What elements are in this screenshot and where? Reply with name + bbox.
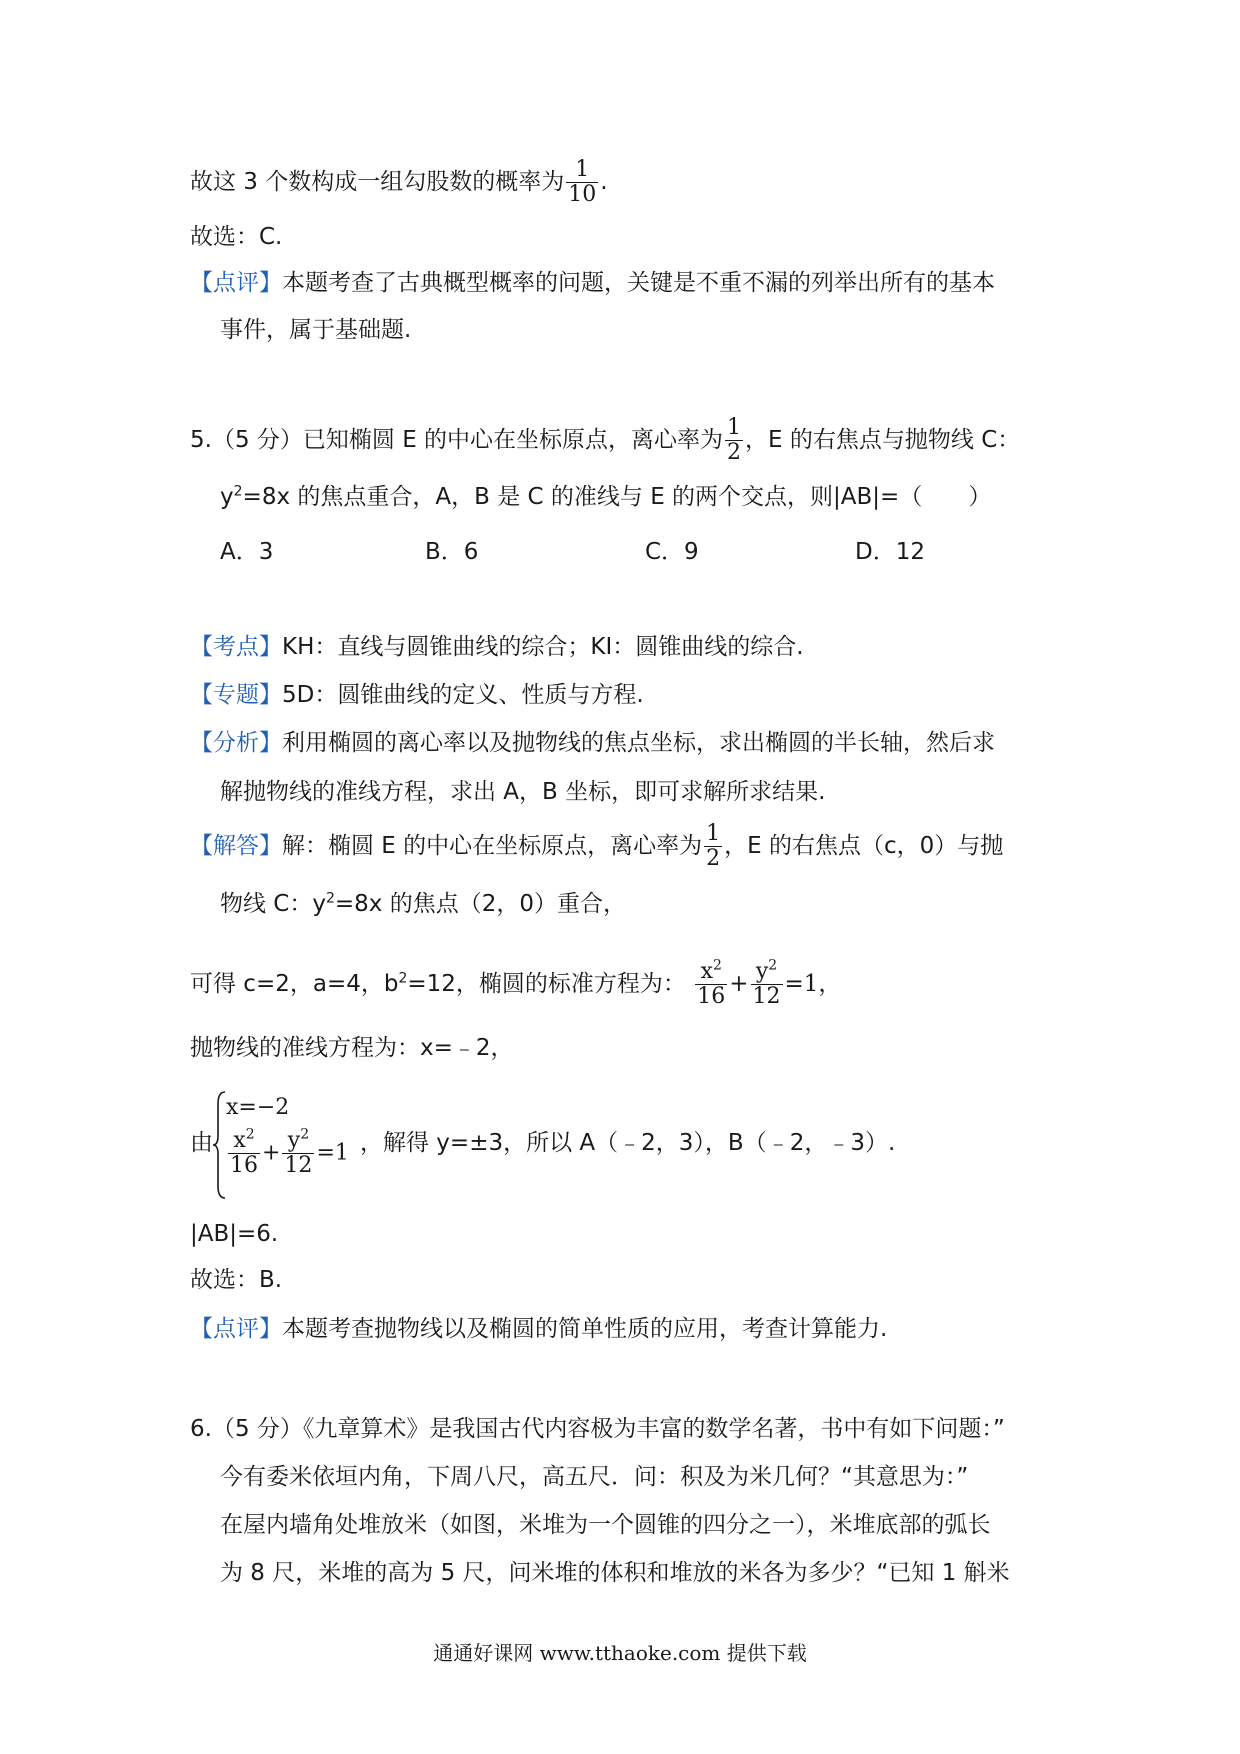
fraction-x: $\frac{x^2}{16}$ xyxy=(697,957,726,1009)
option-a: A．3 xyxy=(220,539,274,565)
fraction: $\frac{1}{2}$ xyxy=(706,821,721,871)
zhuanti: 【专题】5D：圆锥曲线的定义、性质与方程. xyxy=(190,682,644,708)
brace-icon xyxy=(213,1090,227,1200)
fenxi: 【分析】利用椭圆的离心率以及抛物线的焦点坐标，求出椭圆的半长轴，然后求 xyxy=(190,730,995,756)
probability-conclusion: 故这 3 个数构成一组勾股数的概率为 $\frac{1}{10}$ . xyxy=(190,157,608,207)
ab-length: |AB|=6. xyxy=(190,1221,279,1247)
question-6-line-3: 在屋内墙角处堆放米（如图，米堆为一个圆锥的四分之一），米堆底部的弧长 xyxy=(220,1512,991,1538)
option-b: B．6 xyxy=(425,539,479,565)
fraction: $\frac{1}{10}$ xyxy=(568,157,597,207)
system-solution: ，解得 y=±3，所以 A（﹣2，3），B（﹣2，﹣3）. xyxy=(360,1130,896,1156)
kaodian: 【考点】KH：直线与圆锥曲线的综合；KI：圆锥曲线的综合. xyxy=(190,634,804,660)
question-6-line-2: 今有委米依垣内角，下周八尺，高五尺．问：积及为米几何？“其意思为：” xyxy=(220,1464,969,1490)
question-6-line-1: 6.（5 分）《九章算术》是我国古代内容极为丰富的数学名著，书中有如下问题：” xyxy=(190,1416,1005,1442)
review-tag: 【点评】 xyxy=(190,270,282,296)
jieda: 【解答】解：椭圆 E 的中心在坐标原点，离心率为 $\frac{1}{2}$ ，E 的右焦点（c，0）与抛 xyxy=(190,821,1004,871)
review-1-cont: 事件，属于基础题. xyxy=(220,317,412,343)
fraction-x: $\frac{x^2}{16}$ xyxy=(230,1126,258,1178)
ellipse-equation-line: 可得 c=2，a=4，$b^2=12$，椭圆的标准方程为： $\frac{x^2}{16}$ + $\frac{y^2}{12}$ =1， xyxy=(190,957,842,1009)
directrix-line: 抛物线的准线方程为：x=﹣2， xyxy=(190,1035,514,1061)
review-2: 【点评】本题考查抛物线以及椭圆的简单性质的应用，考查计算能力. xyxy=(190,1316,888,1342)
fraction: $\frac{1}{2}$ xyxy=(727,415,742,465)
equation-system: x=−2 $\frac{x^2}{16}$ + $\frac{y^2}{12}$ =1 xyxy=(226,1095,349,1178)
review-1: 【点评】本题考查了古典概型概率的问题，关键是不重不漏的列举出所有的基本 xyxy=(190,270,995,296)
page-footer: 通通好课网 www.tthaoke.com 提供下载 xyxy=(433,1641,807,1665)
answer-choice-1: 故选：C. xyxy=(190,224,283,250)
fraction-y: $\frac{y^2}{12}$ xyxy=(284,1126,313,1178)
system-prefix: 由 xyxy=(190,1130,213,1156)
answer-choice-2: 故选：B. xyxy=(190,1267,283,1293)
jieda-cont: 物线 C：$y^2=8x$ 的焦点（2，0）重合， xyxy=(220,890,626,917)
question-5-stem: 5.（5 分）已知椭圆 E 的中心在坐标原点，离心率为 $\frac{1}{2}$ ，E 的右焦点与抛物线 C： xyxy=(190,415,1021,465)
fenxi-cont: 解抛物线的准线方程，求出 A，B 坐标，即可求解所求结果. xyxy=(220,779,826,805)
question-5-stem-cont: $y^2=8x$ 的焦点重合，A，B 是 C 的准线与 E 的两个交点，则|AB|=（ ） xyxy=(220,483,992,510)
option-d: D．12 xyxy=(855,539,925,565)
question-6-line-4: 为 8 尺，米堆的高为 5 尺，问米堆的体积和堆放的米各为多少？“已知 1 斛米 xyxy=(220,1560,1010,1586)
fraction-y: $\frac{y^2}{12}$ xyxy=(752,957,781,1009)
option-c: C．9 xyxy=(645,539,699,565)
